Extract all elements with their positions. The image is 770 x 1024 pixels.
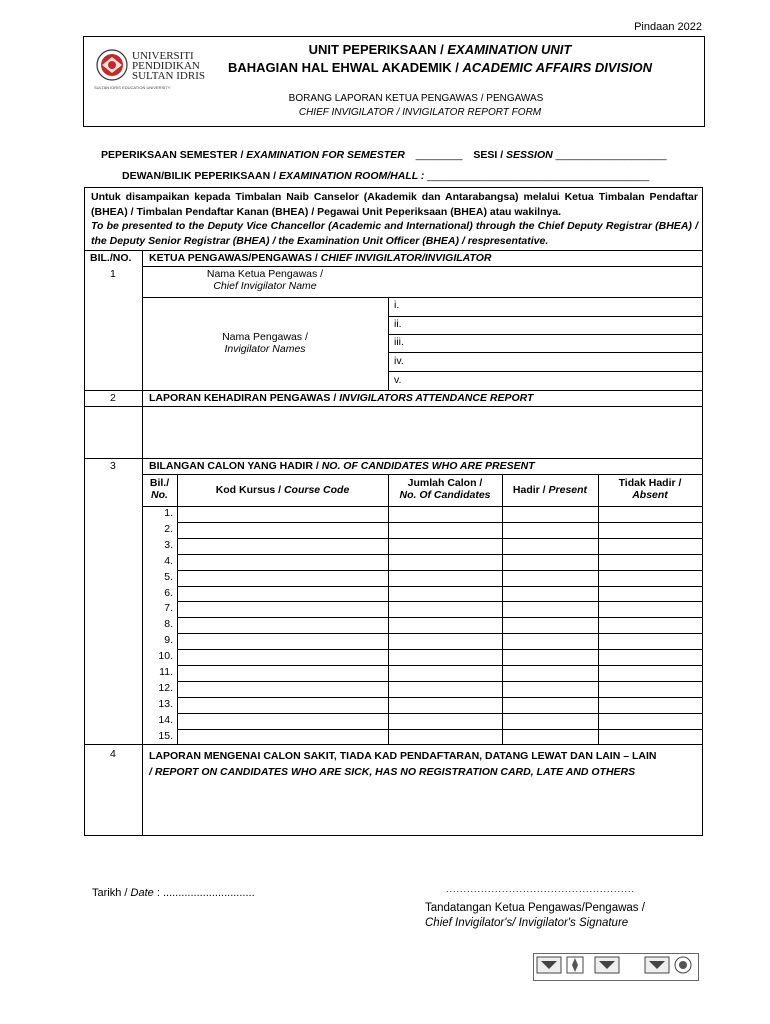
candidates-cell[interactable]	[389, 697, 502, 713]
candidates-cell[interactable]	[389, 729, 502, 745]
candidate-row-number: 11.	[159, 666, 173, 678]
absent-cell[interactable]	[599, 570, 702, 586]
candidate-row-number: 1.	[164, 507, 173, 519]
logo-small-text: SULTAN IDRIS EDUCATION UNIVERSITY	[94, 85, 171, 90]
candidates-cell[interactable]	[389, 538, 502, 554]
candidate-row-number: 12.	[158, 682, 173, 694]
invigilator-field-2[interactable]: ii.	[394, 318, 402, 330]
absent-cell[interactable]	[599, 713, 702, 729]
course-code-cell[interactable]	[178, 713, 388, 729]
form-title-ms: BORANG LAPORAN KETUA PENGAWAS / PENGAWAS	[288, 93, 544, 104]
present-cell[interactable]	[503, 665, 598, 681]
present-cell[interactable]	[503, 538, 598, 554]
chief-invigilator-field[interactable]	[388, 266, 702, 297]
hall-field[interactable]: DEWAN/BILIK PEPERIKSAAN / EXAMINATION ROOM/HALL : ______________________________________	[122, 170, 650, 182]
present-cell[interactable]	[503, 697, 598, 713]
signature-label-ms: Tandatangan Ketua Pengawas/Pengawas /	[425, 902, 645, 914]
seal-cert-icon	[675, 957, 691, 973]
certification-logos	[533, 953, 699, 981]
candidate-row-number: 4.	[164, 555, 173, 567]
absent-cell[interactable]	[599, 586, 702, 602]
iso-cert-icon-2	[595, 957, 619, 973]
section-2-number: 2	[110, 392, 116, 404]
present-cell[interactable]	[503, 601, 598, 617]
col-course-code-header: Kod Kursus / Course Code	[215, 484, 350, 496]
candidate-row-number: 8.	[164, 618, 173, 630]
candidates-cell[interactable]	[389, 681, 502, 697]
present-cell[interactable]	[503, 554, 598, 570]
candidate-row-number: 7.	[164, 602, 173, 614]
svg-text:SULTAN IDRIS: SULTAN IDRIS	[132, 70, 205, 82]
section-3-title: BILANGAN CALON YANG HADIR / NO. OF CANDIDATES WHO ARE PRESENT	[149, 460, 535, 472]
course-code-cell[interactable]	[178, 729, 388, 745]
absent-cell[interactable]	[599, 633, 702, 649]
candidate-row-number: 13.	[158, 698, 173, 710]
chief-invigilator-label: Nama Ketua Pengawas / Chief Invigilator Name	[206, 268, 324, 292]
candidate-row-number: 5.	[164, 571, 173, 583]
svg-text:UNIVERSITI: UNIVERSITI	[132, 50, 194, 62]
course-code-cell[interactable]	[178, 522, 388, 538]
col-present-header: Hadir / Present	[512, 484, 588, 496]
present-cell[interactable]	[503, 617, 598, 633]
form-title-en: CHIEF INVIGILATOR / INVIGILATOR REPORT FORM	[298, 107, 542, 118]
course-code-cell[interactable]	[178, 617, 388, 633]
invigilator-field-3[interactable]: iii.	[394, 336, 404, 348]
candidates-cell[interactable]	[389, 570, 502, 586]
candidate-row-number: 2.	[164, 523, 173, 535]
signature-label-en: Chief Invigilator's/ Invigilator's Signature	[425, 917, 629, 929]
absent-cell[interactable]	[599, 601, 702, 617]
present-cell[interactable]	[503, 570, 598, 586]
course-code-cell[interactable]	[178, 554, 388, 570]
course-code-cell[interactable]	[178, 538, 388, 554]
division-title: BAHAGIAN HAL EHWAL AKADEMIK / ACADEMIC AFFAIRS DIVISION	[228, 60, 652, 75]
candidates-cell[interactable]	[389, 522, 502, 538]
revision-label: Pindaan 2022	[634, 21, 702, 33]
present-cell[interactable]	[503, 633, 598, 649]
course-code-cell[interactable]	[178, 665, 388, 681]
present-cell[interactable]	[503, 586, 598, 602]
section-1-number: 1	[110, 268, 116, 280]
section-3-number: 3	[110, 460, 116, 472]
present-cell[interactable]	[503, 522, 598, 538]
candidates-cell[interactable]	[389, 713, 502, 729]
invigilator-field-1[interactable]: i.	[394, 299, 400, 311]
present-cell[interactable]	[503, 729, 598, 745]
svg-text:PENDIDIKAN: PENDIDIKAN	[132, 60, 200, 72]
course-code-cell[interactable]	[178, 649, 388, 665]
section-4-number: 4	[110, 748, 116, 760]
absent-cell[interactable]	[599, 649, 702, 665]
course-code-cell[interactable]	[178, 633, 388, 649]
candidate-row-number: 3.	[164, 539, 173, 551]
present-cell[interactable]	[503, 713, 598, 729]
invigilator-field-5[interactable]: v.	[394, 374, 402, 386]
absent-cell[interactable]	[599, 554, 702, 570]
present-cell[interactable]	[503, 649, 598, 665]
attendance-report-field[interactable]	[143, 407, 702, 457]
semester-field[interactable]: PEPERIKSAAN SEMESTER / EXAMINATION FOR SEMESTER ________ SESI / SESSION ___________________	[101, 149, 667, 161]
absent-cell[interactable]	[599, 522, 702, 538]
candidates-cell[interactable]	[389, 601, 502, 617]
course-code-cell[interactable]	[178, 570, 388, 586]
candidate-row-number: 14.	[158, 714, 173, 726]
candidates-cell[interactable]	[389, 665, 502, 681]
course-code-cell[interactable]	[178, 697, 388, 713]
candidates-cell[interactable]	[389, 554, 502, 570]
candidates-cell[interactable]	[389, 506, 502, 522]
candidates-cell[interactable]	[389, 633, 502, 649]
present-cell[interactable]	[503, 506, 598, 522]
col-absent-header: Tidak Hadir / Absent	[618, 477, 682, 501]
section-2-title: LAPORAN KEHADIRAN PENGAWAS / INVIGILATORS ATTENDANCE REPORT	[149, 392, 534, 404]
absent-cell[interactable]	[599, 617, 702, 633]
award-cert-icon	[567, 957, 583, 973]
absent-cell[interactable]	[599, 538, 702, 554]
present-cell[interactable]	[503, 681, 598, 697]
absent-cell[interactable]	[599, 506, 702, 522]
course-code-cell[interactable]	[178, 681, 388, 697]
iso-cert-icon-3	[645, 957, 669, 973]
candidate-row-number: 15.	[158, 730, 173, 742]
date-field[interactable]: Tarikh / Date : ..............................	[92, 887, 255, 899]
course-code-cell[interactable]	[178, 601, 388, 617]
col-candidates-header: Jumlah Calon / No. Of Candidates	[399, 477, 491, 501]
col-no-header: BIL./NO.	[90, 252, 132, 264]
unit-title: UNIT PEPERIKSAAN / EXAMINATION UNIT	[308, 42, 572, 57]
invigilator-field-4[interactable]: iv.	[394, 355, 404, 367]
candidates-cell[interactable]	[389, 649, 502, 665]
candidates-cell[interactable]	[389, 586, 502, 602]
candidates-cell[interactable]	[389, 617, 502, 633]
section-4-title: LAPORAN MENGENAI CALON SAKIT, TIADA KAD PENDAFTARAN, DATANG LEWAT DAN LAIN – LAIN / REPORT ON CANDIDATES WHO ARE SICK, HAS NO REGISTRATION CARD, LATE AND OTHERS	[149, 750, 657, 778]
candidate-row-number: 10.	[158, 650, 173, 662]
absent-cell[interactable]	[599, 681, 702, 697]
university-logo	[92, 46, 205, 92]
invigilator-names-label: Nama Pengawas / Invigilator Names	[222, 331, 308, 355]
signature-line[interactable]: ......................................................	[446, 884, 636, 894]
other-report-field[interactable]	[143, 782, 702, 834]
course-code-cell[interactable]	[178, 586, 388, 602]
absent-cell[interactable]	[599, 665, 702, 681]
col-bil-header: Bil./ No.	[149, 477, 170, 501]
iso-cert-icon-1	[537, 957, 561, 973]
candidate-row-number: 6.	[164, 587, 173, 599]
absent-cell[interactable]	[599, 729, 702, 745]
candidate-row-number: 9.	[164, 634, 173, 646]
col-title-header: KETUA PENGAWAS/PENGAWAS / CHIEF INVIGILATOR/INVIGILATOR	[149, 252, 492, 264]
absent-cell[interactable]	[599, 697, 702, 713]
course-code-cell[interactable]	[178, 506, 388, 522]
intro-text: Untuk disampaikan kepada Timbalan Naib Canselor (Akademik dan Antarabangsa) melalui Ketua Timbalan Pendaftar (BHEA) / Timbalan Pendaftar Kanan (BHEA) / Pegawai Unit Peperiksaan (BHEA) atau wakilnya. To be presented to the Deputy Vice Chancellor (Academic and International) through the Chief Deputy Registrar (BHEA) / the Deputy Senior Registrar (BHEA) / the Examination Unit Officer (BHEA) / respresentative.	[91, 191, 698, 247]
